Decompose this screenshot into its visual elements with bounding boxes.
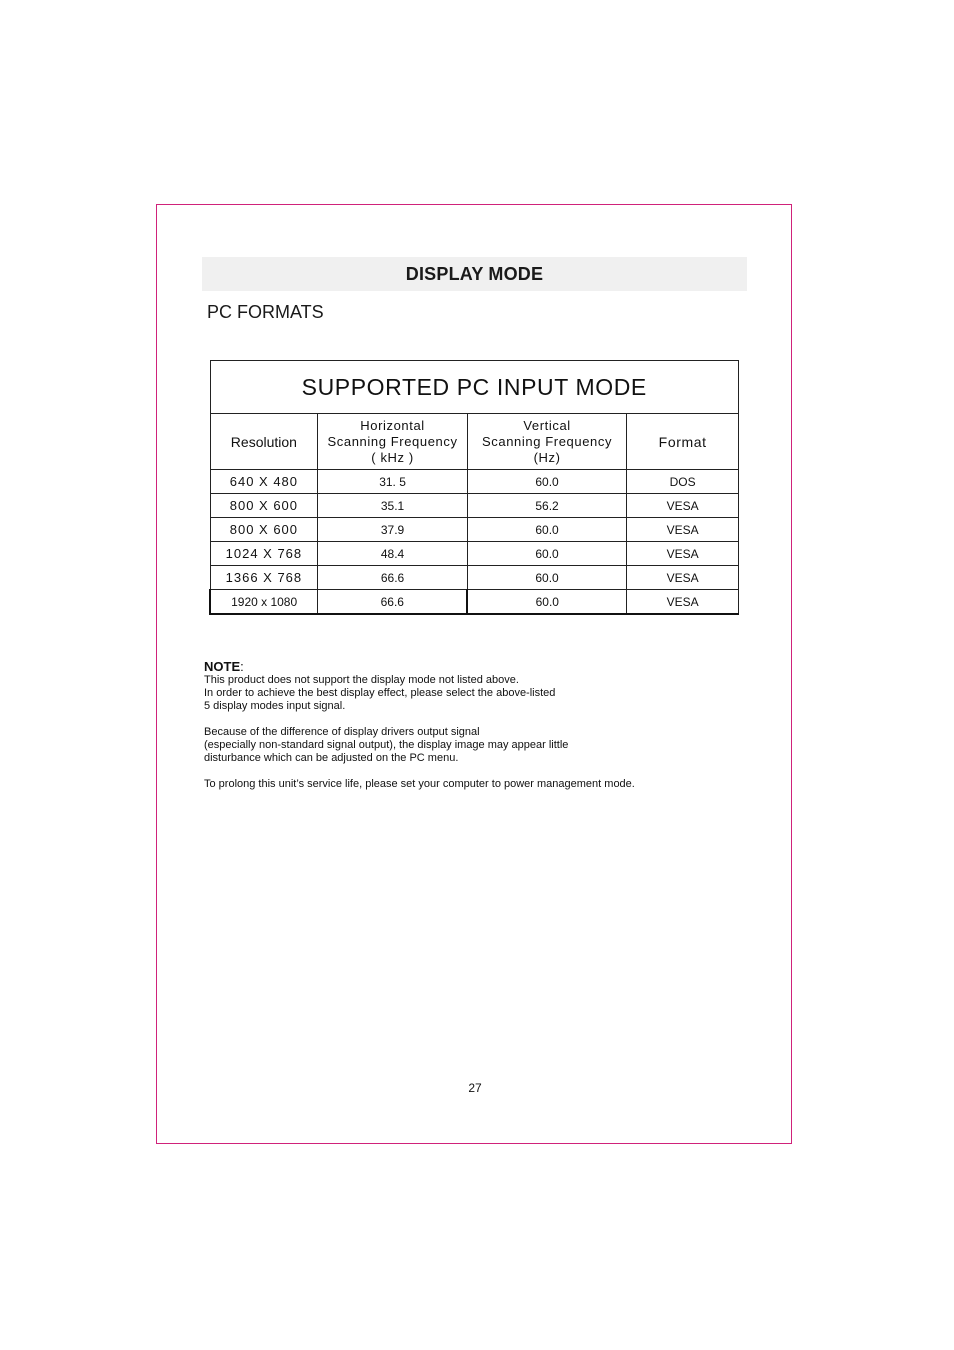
cell-resolution: 1366 X 768 — [210, 566, 318, 590]
table-row — [210, 542, 739, 566]
cell-vertical: 60.0 — [467, 590, 627, 615]
section-title: DISPLAY MODE — [405, 263, 544, 284]
cell-horizontal: 31. 5 — [318, 470, 468, 494]
note-line: To prolong this unit’s service life, please set your computer to power management mode. — [204, 778, 635, 790]
cell-resolution: 800 X 600 — [210, 518, 318, 542]
note-line: disturbance which can be adjusted on the PC menu. — [204, 752, 459, 764]
pc-input-mode-table — [209, 360, 739, 615]
header-horizontal — [318, 414, 468, 470]
cell-format: VESA — [627, 494, 739, 518]
header-horizontal-line3: ( kHz ) — [371, 449, 414, 465]
cell-vertical: 60.0 — [467, 542, 627, 566]
cell-horizontal: 66.6 — [318, 590, 468, 615]
header-format: Format — [627, 414, 739, 470]
header-vertical — [467, 414, 627, 470]
note-colon: : — [240, 659, 244, 674]
table-row — [210, 470, 739, 494]
table-caption: SUPPORTED PC INPUT MODE — [210, 361, 739, 414]
paragraph-spacer — [204, 713, 704, 726]
header-horizontal-line2: Scanning Frequency — [327, 433, 458, 449]
table-row — [210, 494, 739, 518]
table-row — [210, 590, 739, 615]
cell-vertical: 60.0 — [467, 470, 627, 494]
table-header-row — [210, 414, 739, 470]
cell-format: VESA — [627, 590, 739, 615]
header-horizontal-line1: Horizontal — [360, 417, 425, 433]
cell-vertical: 56.2 — [467, 494, 627, 518]
note-line: In order to achieve the best display effect, please select the above-listed — [204, 687, 556, 699]
note-line: (especially non-standard signal output), the display image may appear little — [204, 739, 569, 751]
note-label: NOTE — [204, 659, 241, 674]
cell-vertical: 60.0 — [467, 518, 627, 542]
page-number: 27 — [468, 1081, 482, 1095]
cell-vertical: 60.0 — [467, 566, 627, 590]
cell-horizontal: 48.4 — [318, 542, 468, 566]
header-resolution: Resolution — [210, 414, 318, 470]
cell-resolution: 1920 x 1080 — [210, 590, 318, 615]
cell-resolution: 640 X 480 — [210, 470, 318, 494]
cell-horizontal: 35.1 — [318, 494, 468, 518]
header-vertical-line2: Scanning Frequency — [482, 433, 613, 449]
cell-horizontal: 37.9 — [318, 518, 468, 542]
cell-format: VESA — [627, 518, 739, 542]
note-heading — [204, 660, 704, 673]
cell-resolution: 1024 X 768 — [210, 542, 318, 566]
paragraph-spacer — [204, 765, 704, 778]
note-line: Because of the difference of display drivers output signal — [204, 726, 480, 738]
table-row — [210, 566, 739, 590]
cell-format: VESA — [627, 566, 739, 590]
cell-format: DOS — [627, 470, 739, 494]
note-line: This product does not support the display mode not listed above. — [204, 674, 519, 686]
note-section — [204, 660, 704, 791]
header-vertical-line3: (Hz) — [533, 449, 561, 465]
header-vertical-line1: Vertical — [523, 417, 571, 433]
cell-format: VESA — [627, 542, 739, 566]
cell-horizontal: 66.6 — [318, 566, 468, 590]
pc-formats-heading: PC FORMATS — [207, 302, 324, 322]
note-line: 5 display modes input signal. — [204, 700, 346, 712]
cell-resolution: 800 X 600 — [210, 494, 318, 518]
section-header-bar — [202, 257, 747, 291]
table-row — [210, 518, 739, 542]
